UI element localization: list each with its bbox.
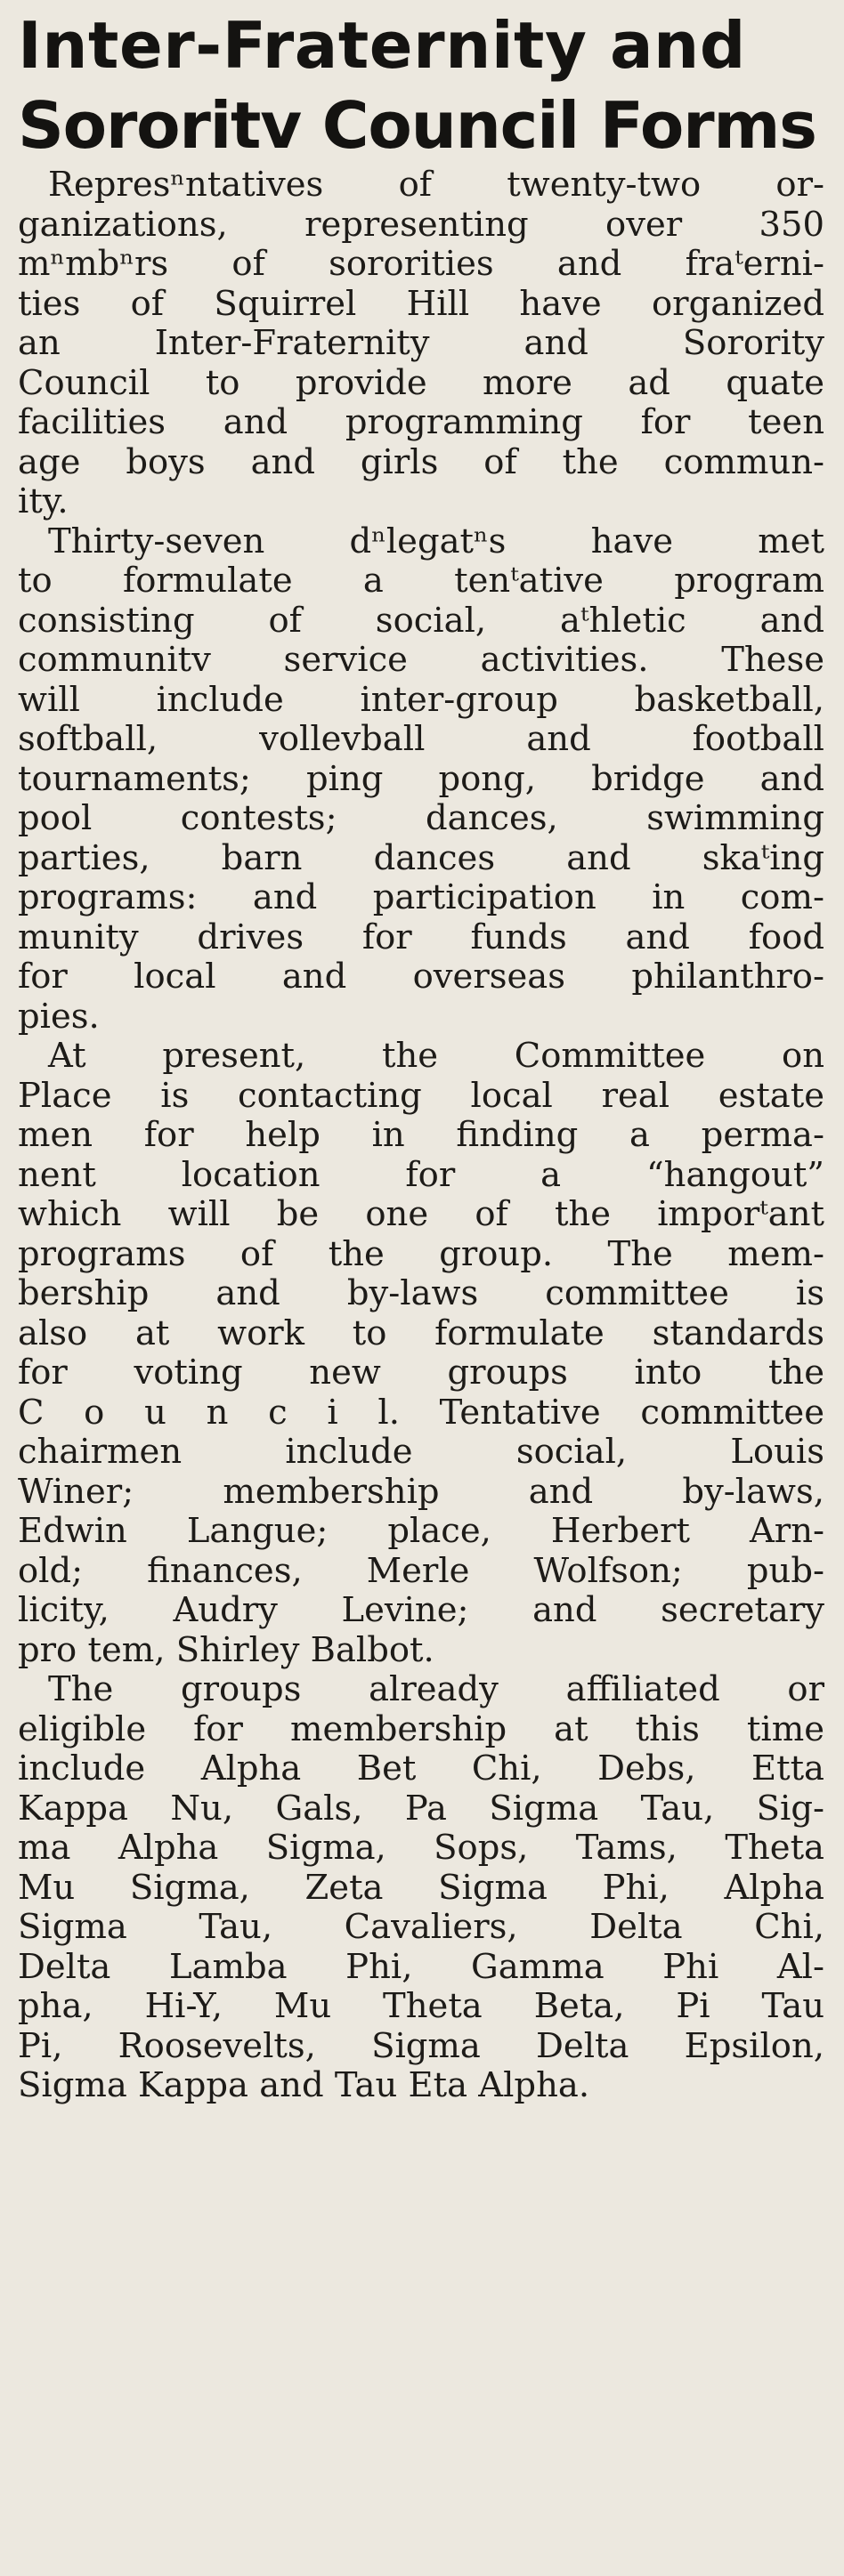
text-line: parties, barn dances and skaᵗing (18, 837, 824, 878)
text-line: Mu Sigma, Zeta Sigma Phi, Alpha (18, 1867, 824, 1908)
text-line: nent location for a “hangout” (18, 1154, 824, 1195)
paragraph-3 (18, 1037, 824, 1670)
paragraph-4 (18, 1670, 824, 2106)
text-line: pha, Hi-Y, Mu Theta Beta, Pi Tau (18, 1986, 824, 2026)
text-line: pies. (18, 996, 100, 1037)
text-line: The groups already affiliated or (48, 1669, 824, 1709)
text-line: softball, vollevball and football (18, 719, 824, 759)
text-line: men for help in finding a perma- (18, 1115, 824, 1155)
text-line: bership and by-laws committee is (18, 1273, 824, 1313)
text-line: Kappa Nu, Gals, Pa Sigma Tau, Sig- (18, 1788, 824, 1829)
headline-line-2: Sororitv Council Forms (18, 88, 816, 163)
text-line: Delta Lamba Phi, Gamma Phi Al- (18, 1946, 824, 1987)
text-line: pool contests; dances, swimming (18, 798, 824, 838)
text-line: pro tem, Shirley Balbot. (18, 1629, 434, 1670)
text-line: which will be one of the imporᵗant (18, 1194, 824, 1234)
text-line: licity, Audry Levine; and secretary (18, 1590, 824, 1630)
text-line: Sigma Tau, Cavaliers, Delta Chi, (18, 1907, 824, 1947)
paragraph-1 (18, 166, 824, 522)
headline-line-1: Inter-Fraternity and (18, 8, 746, 83)
text-line: Edwin Langue; place, Herbert Arn- (18, 1511, 824, 1551)
text-line: for local and overseas philanthro- (18, 957, 824, 997)
text-line: to formulate a tenᵗative program (18, 561, 824, 601)
text-line: consisting of social, aᵗhletic and (18, 600, 824, 641)
text-line: age boys and girls of the commun- (18, 441, 824, 482)
text-line: will include inter-group basketball, (18, 679, 824, 720)
text-line: Place is contacting local real estate (18, 1075, 824, 1116)
text-line: Thirty-seven dⁿlegatⁿs have met (48, 521, 824, 561)
text-line: Pi, Roosevelts, Sigma Delta Epsilon, (18, 2025, 824, 2066)
text-line: Sigma Kappa and Tau Eta Alpha. (18, 2065, 590, 2105)
text-line: mⁿmbⁿrs of sororities and fraᵗerni- (18, 244, 824, 284)
text-line: an Inter-Fraternity and Sorority (18, 323, 824, 363)
text-line: Winer; membership and by-laws, (18, 1471, 824, 1512)
text-line: ma Alpha Sigma, Sops, Tams, Theta (18, 1828, 824, 1868)
text-line: ity. (18, 481, 69, 521)
text-line: ganizations, representing over 350 (18, 204, 824, 245)
text-line: old; finances, Merle Wolfson; pub- (18, 1550, 824, 1591)
text-line: At present, the Committee on (48, 1036, 824, 1076)
text-line: for voting new groups into the (18, 1353, 824, 1393)
article-body (18, 166, 824, 2106)
text-line: communitv service activities. These (18, 640, 824, 680)
text-line: programs: and participation in com- (18, 877, 824, 917)
text-line: eligible for membership at this time (18, 1708, 824, 1749)
paragraph-2 (18, 522, 824, 1038)
text-line: Represⁿntatives of twenty-two or- (48, 165, 824, 205)
text-line: munity drives for funds and food (18, 917, 824, 957)
text-line: ties of Squirrel Hill have organized (18, 283, 824, 324)
text-line: also at work to formulate standards (18, 1312, 824, 1353)
text-line: Council to provide more ad quate (18, 362, 824, 403)
text-line: facilities and programming for teen (18, 402, 824, 442)
text-line: chairmen include social, Louis (18, 1432, 824, 1472)
headline (18, 5, 828, 166)
text-line: C o u n c i l. Tentative committee (18, 1392, 824, 1433)
text-line: include Alpha Bet Chi, Debs, Etta (18, 1748, 824, 1789)
text-line: programs of the group. The mem- (18, 1233, 824, 1274)
text-line: tournaments; ping pong, bridge and (18, 758, 824, 799)
